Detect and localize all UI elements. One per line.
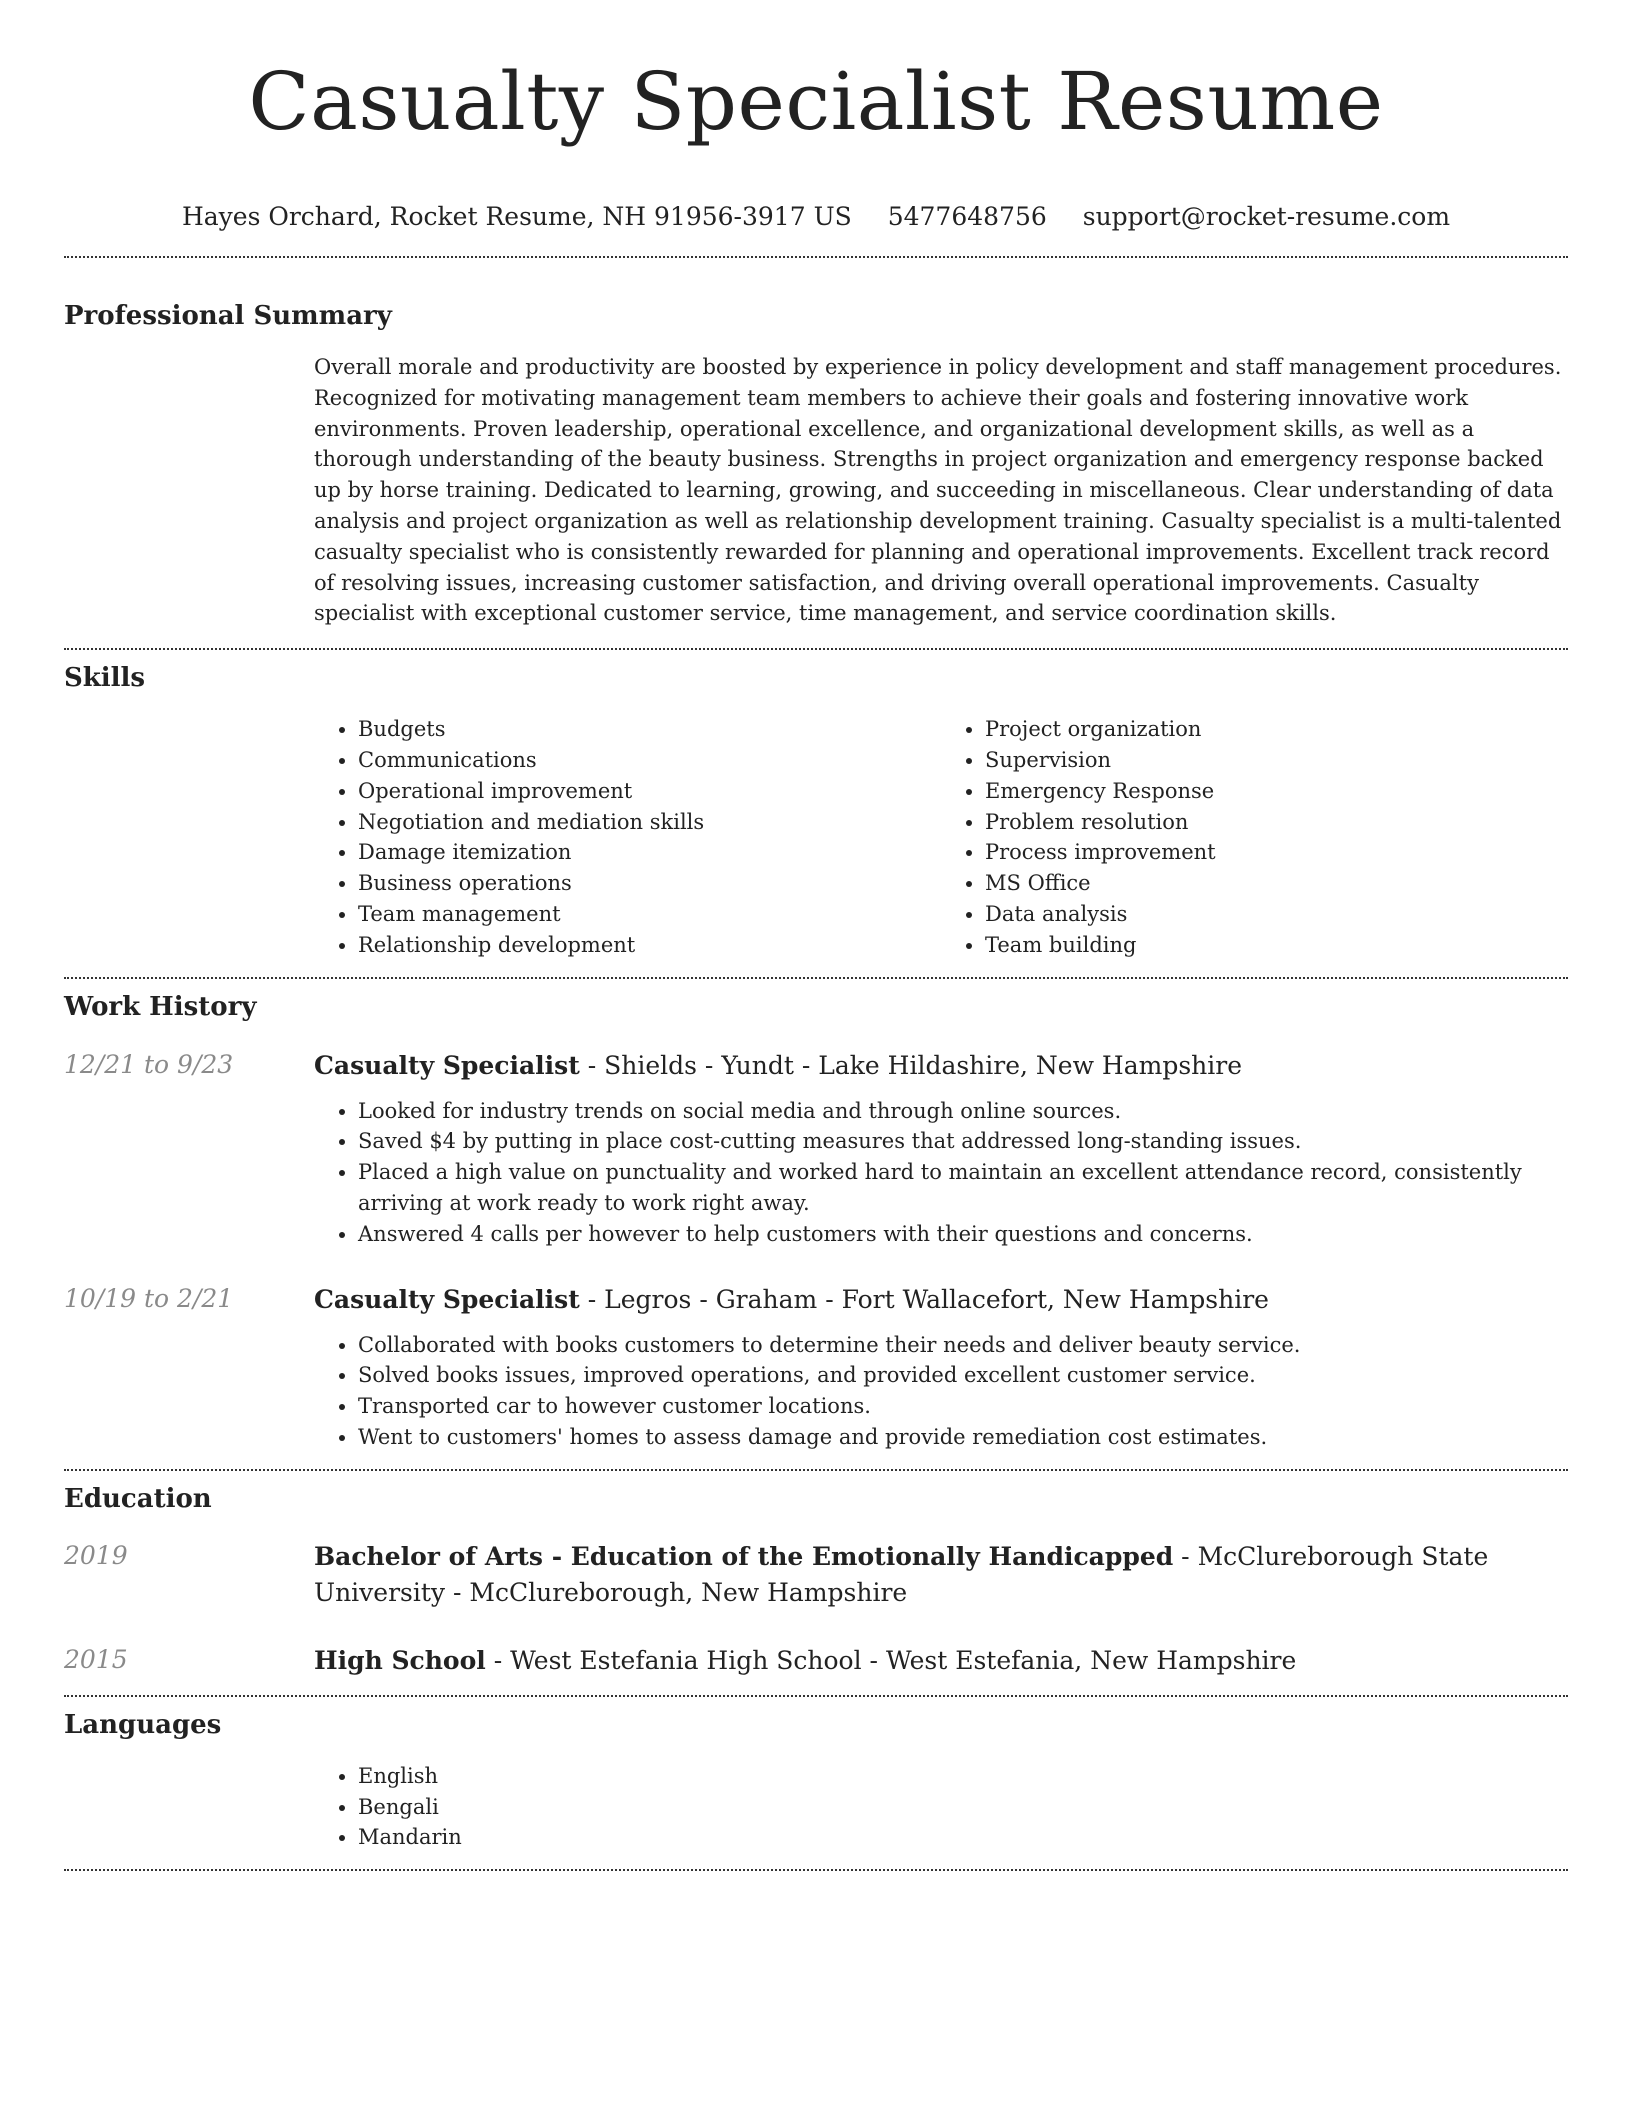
section-divider [64,1869,1568,1871]
job-bullet: • Solved books issues, improved operations, and provided excellent customer service. [358,1360,1568,1391]
language-item: • Mandarin [358,1822,1568,1853]
languages-bullets [314,1761,1568,1853]
skill-item: • Team management [358,899,941,930]
skill-item: • Process improvement [985,837,1568,868]
job-bullet: • Placed a high value on punctuality and worked hard to maintain an excellent attendance record, consistently arriving at work ready to work right away. [358,1157,1568,1219]
skill-item: • Damage itemization [358,837,941,868]
summary-heading: Professional Summary [64,301,392,331]
skills-column-right [941,714,1568,960]
resume-page [64,0,1568,1871]
job-entry [64,1048,1568,1250]
education-date: 2019 [64,1540,128,1570]
languages-heading: Languages [64,1709,222,1740]
education-degree: Bachelor of Arts - Education of the Emotionally Handicapped [314,1541,1174,1571]
job-date: 12/21 to 9/23 [64,1049,234,1079]
work-heading: Work History [64,991,257,1022]
job-heading [314,1048,1568,1084]
skill-item: • Emergency Response [985,776,1568,807]
skill-item: • Negotiation and mediation skills [358,807,941,838]
skill-item: • Relationship development [358,930,941,961]
skills-list [314,714,1568,960]
education-degree: High School [314,1645,486,1675]
job-bullet: • Transported car to however customer locations. [358,1391,1568,1422]
skill-item: • Communications [358,745,941,776]
skill-item: • Team building [985,930,1568,961]
job-bullet: • Looked for industry trends on social media and through online sources. [358,1096,1568,1127]
job-bullets [314,1330,1568,1453]
skill-item: • Data analysis [985,899,1568,930]
skill-item: • Budgets [358,714,941,745]
section-divider [64,648,1568,650]
job-title: Casualty Specialist [314,1050,580,1080]
education-date: 2015 [64,1644,128,1674]
job-date: 10/19 to 2/21 [64,1283,234,1313]
job-entry [64,1282,1568,1453]
contact-info [64,202,1568,232]
job-heading [314,1282,1568,1318]
education-heading-line [314,1539,1568,1611]
skill-item: • Business operations [358,868,941,899]
job-bullet: • Went to customers' homes to assess damage and provide remediation cost estimates. [358,1422,1568,1453]
skill-item: • Operational improvement [358,776,941,807]
skill-item: • Project organization [985,714,1568,745]
languages-list [314,1761,1568,1853]
education-details: - McClureborough State University - McClureborough, New Hampshire [314,1541,1489,1607]
language-item: • Bengali [358,1792,1568,1823]
section-divider [64,1695,1568,1697]
skills-column-left [314,714,941,960]
education-entry [64,1643,1568,1679]
summary-text: Overall morale and productivity are boosted by experience in policy development and staff management procedures. Recognized for motivating management team members to achieve their goals and fostering innovative work environments. Proven leadership, operational excellence, and organizational development skills, as well as a thorough understanding of the beauty business. Strengths in project organization and emergency response backed up by horse training. Dedicated to learning, growing, and succeeding in miscellaneous. Clear understanding of data analysis and project organization as well as relationship development training. Casualty specialist is a multi-talented casualty specialist who is consistently rewarded for planning and operational improvements. Excellent track record of resolving issues, increasing customer satisfaction, and driving overall operational improvements. Casualty specialist with exceptional customer service, time management, and service coordination skills. [314,355,1562,626]
skills-heading: Skills [64,663,146,694]
contact-email: support@rocket-resume.com [1082,202,1451,231]
skill-item: • Problem resolution [985,807,1568,838]
contact-address: Hayes Orchard, Rocket Resume, NH 91956-3917 US [181,202,852,231]
section-divider [64,977,1568,979]
job-details: - Legros - Graham - Fort Wallacefort, New Hampshire [579,1284,1269,1314]
job-title: Casualty Specialist [314,1284,580,1314]
job-details: - Shields - Yundt - Lake Hildashire, New Hampshire [579,1050,1243,1080]
skill-item: • Supervision [985,745,1568,776]
skill-item: • MS Office [985,868,1568,899]
education-heading: Education [64,1483,212,1514]
section-divider [64,256,1568,258]
job-bullet: • Answered 4 calls per however to help customers with their questions and concerns. [358,1219,1568,1250]
resume-title: Casualty Specialist Resume [248,55,1384,148]
job-bullet: • Collaborated with books customers to determine their needs and deliver beauty service. [358,1330,1568,1361]
job-bullets [314,1096,1568,1250]
section-divider [64,1469,1568,1471]
job-bullet: • Saved $4 by putting in place cost-cutting measures that addressed long-standing issues. [358,1126,1568,1157]
contact-phone: 5477648756 [887,202,1047,231]
education-entry [64,1539,1568,1611]
language-item: • English [358,1761,1568,1792]
education-heading-line [314,1643,1568,1679]
education-details: - West Estefania High School - West Estefania, New Hampshire [485,1645,1297,1675]
